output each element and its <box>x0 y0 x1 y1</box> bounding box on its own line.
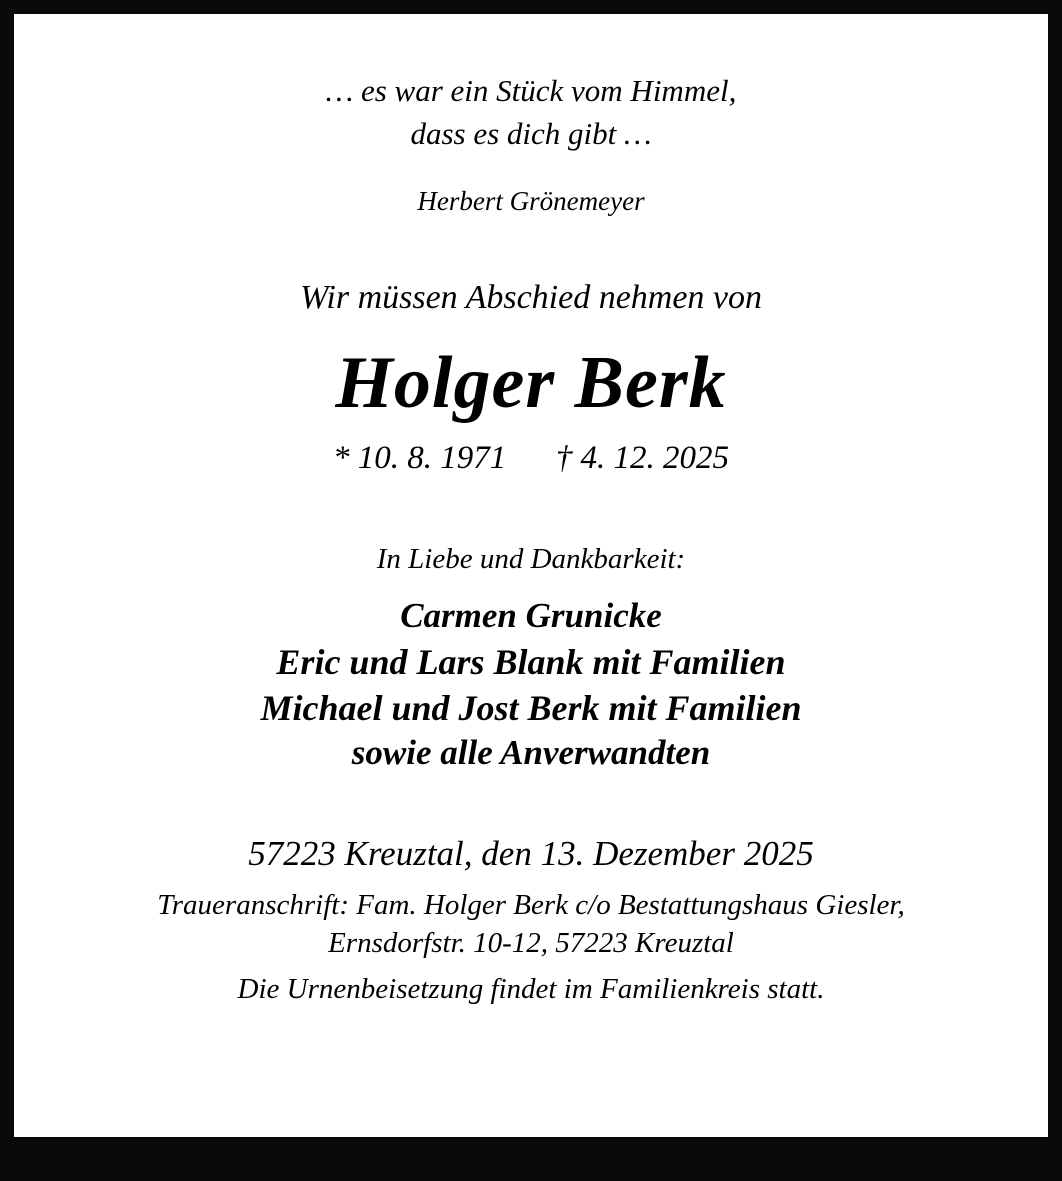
burial-note: Die Urnenbeisetzung findet im Familienkreis statt. <box>237 972 825 1005</box>
farewell-text: Wir müssen Abschied nehmen von <box>299 278 763 316</box>
quote-line-2: dass es dich gibt … <box>410 115 652 151</box>
mourning-address-line-1: Traueranschrift: Fam. Holger Berk c/o Bestattungshaus Giesler, <box>157 888 905 921</box>
survivor-item: Carmen Grunicke <box>400 596 662 636</box>
quote-author: Herbert Grönemeyer <box>417 185 645 216</box>
quote-line-1: … es war ein Stück vom Himmel, <box>325 73 737 108</box>
survivor-item: sowie alle Anverwandten <box>351 733 711 773</box>
obituary-card <box>14 14 1048 1137</box>
mourning-address-line-2: Ernsdorfstr. 10-12, 57223 Kreuztal <box>328 927 734 960</box>
mourning-address <box>157 886 905 963</box>
place-and-date: 57223 Kreuztal, den 13. Dezember 2025 <box>248 833 814 873</box>
survivor-item: Michael und Jost Berk mit Familien <box>260 688 802 729</box>
survivor-item: Eric und Lars Blank mit Familien <box>276 642 786 683</box>
quote-block <box>326 70 737 156</box>
birth-death-dates: * 10. 8. 1971 † 4. 12. 2025 <box>333 440 729 477</box>
deceased-name: Holger Berk <box>335 341 727 424</box>
survivors-list <box>260 594 801 776</box>
dedication-label: In Liebe und Dankbarkeit: <box>376 543 686 576</box>
